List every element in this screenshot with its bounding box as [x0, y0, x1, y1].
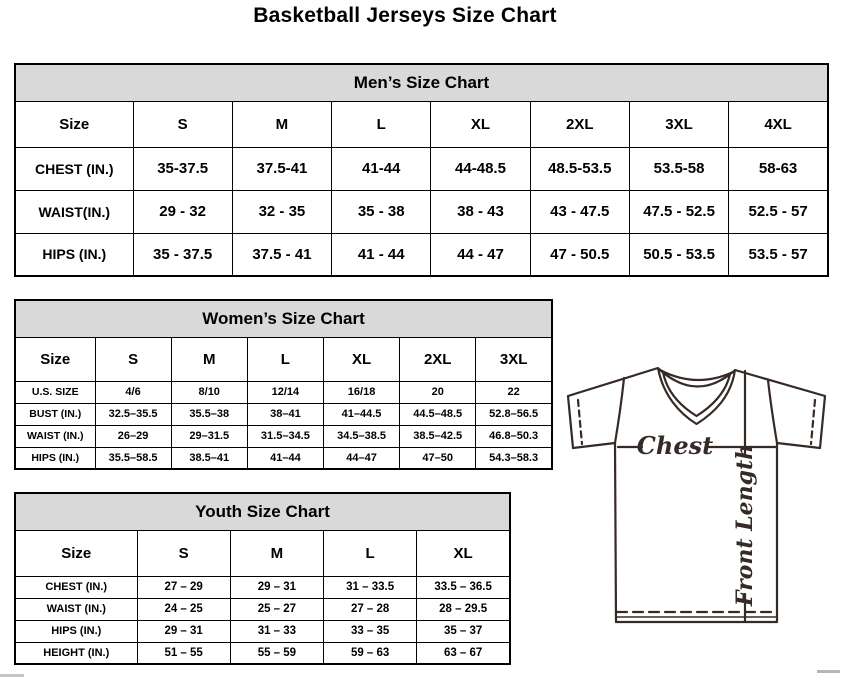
column-header: Size — [15, 101, 133, 147]
size-cell: 47–50 — [400, 447, 476, 469]
size-cell: 38–41 — [247, 403, 323, 425]
size-cell: 44 - 47 — [431, 233, 530, 276]
table-row — [15, 620, 510, 642]
size-cell: 27 – 28 — [324, 598, 417, 620]
row-label: HEIGHT (IN.) — [15, 642, 137, 664]
size-cell: 53.5-58 — [629, 147, 728, 190]
horizontal-scrollbar-fragment-left[interactable] — [0, 674, 24, 677]
size-cell: 25 – 27 — [230, 598, 323, 620]
chest-label: Chest — [636, 431, 714, 460]
size-cell: 50.5 - 53.5 — [629, 233, 728, 276]
row-label: HIPS (IN.) — [15, 233, 133, 276]
column-header: S — [137, 530, 230, 576]
column-header: M — [171, 337, 247, 381]
table-title: Men’s Size Chart — [15, 64, 828, 101]
womens-size-chart-table — [14, 299, 553, 470]
row-label: HIPS (IN.) — [15, 620, 137, 642]
table-title-row — [15, 300, 552, 337]
size-cell: 29 - 32 — [133, 190, 232, 233]
table-title-row — [15, 493, 510, 530]
size-cell: 32.5–35.5 — [95, 403, 171, 425]
row-label: WAIST (IN.) — [15, 598, 137, 620]
size-cell: 46.8–50.3 — [476, 425, 552, 447]
jersey-outline — [568, 368, 825, 622]
table-row — [15, 447, 552, 469]
size-cell: 48.5-53.5 — [530, 147, 629, 190]
size-cell: 41-44 — [332, 147, 431, 190]
table-title-row — [15, 64, 828, 101]
size-cell: 35-37.5 — [133, 147, 232, 190]
column-header: S — [95, 337, 171, 381]
size-cell: 38.5–42.5 — [400, 425, 476, 447]
size-cell: 33 – 35 — [324, 620, 417, 642]
size-cell: 58-63 — [729, 147, 828, 190]
size-cell: 52.8–56.5 — [476, 403, 552, 425]
size-cell: 28 – 29.5 — [417, 598, 510, 620]
table-row — [15, 598, 510, 620]
mens-size-chart-table — [14, 63, 829, 277]
table-row — [15, 642, 510, 664]
size-cell: 20 — [400, 381, 476, 403]
column-header: 4XL — [729, 101, 828, 147]
size-cell: 55 – 59 — [230, 642, 323, 664]
size-cell: 27 – 29 — [137, 576, 230, 598]
column-header: Size — [15, 530, 137, 576]
column-header: XL — [431, 101, 530, 147]
column-header: L — [324, 530, 417, 576]
size-cell: 29 – 31 — [137, 620, 230, 642]
size-cell: 29 – 31 — [230, 576, 323, 598]
row-label: CHEST (IN.) — [15, 576, 137, 598]
size-cell: 32 - 35 — [232, 190, 331, 233]
size-cell: 35 – 37 — [417, 620, 510, 642]
column-header: S — [133, 101, 232, 147]
column-header: 2XL — [530, 101, 629, 147]
column-header: XL — [323, 337, 399, 381]
row-label: WAIST (IN.) — [15, 425, 95, 447]
size-cell: 16/18 — [323, 381, 399, 403]
page-title: Basketball Jerseys Size Chart — [253, 4, 557, 27]
column-header: L — [247, 337, 323, 381]
table-row — [15, 425, 552, 447]
size-cell: 47.5 - 52.5 — [629, 190, 728, 233]
row-label: U.S. SIZE — [15, 381, 95, 403]
size-cell: 8/10 — [171, 381, 247, 403]
size-cell: 63 – 67 — [417, 642, 510, 664]
size-cell: 26–29 — [95, 425, 171, 447]
size-cell: 35.5–58.5 — [95, 447, 171, 469]
row-label: CHEST (IN.) — [15, 147, 133, 190]
column-header: 2XL — [400, 337, 476, 381]
column-header: 3XL — [629, 101, 728, 147]
column-header-row — [15, 530, 510, 576]
size-cell: 37.5 - 41 — [232, 233, 331, 276]
row-label: HIPS (IN.) — [15, 447, 95, 469]
youth-size-chart-table — [14, 492, 511, 665]
table-row — [15, 576, 510, 598]
table-title: Youth Size Chart — [15, 493, 510, 530]
size-cell: 43 - 47.5 — [530, 190, 629, 233]
size-cell: 35.5–38 — [171, 403, 247, 425]
table-title: Women’s Size Chart — [15, 300, 552, 337]
size-cell: 38.5–41 — [171, 447, 247, 469]
collar-rib-line — [659, 369, 734, 387]
size-cell: 41–44 — [247, 447, 323, 469]
column-header: XL — [417, 530, 510, 576]
size-cell: 51 – 55 — [137, 642, 230, 664]
jersey-measurement-diagram — [555, 355, 843, 679]
size-cell: 41 - 44 — [332, 233, 431, 276]
size-cell: 37.5-41 — [232, 147, 331, 190]
horizontal-scrollbar-fragment-right[interactable] — [817, 670, 840, 673]
size-cell: 4/6 — [95, 381, 171, 403]
table-row — [15, 190, 828, 233]
size-cell: 33.5 – 36.5 — [417, 576, 510, 598]
front-length-label: Front Length — [732, 443, 758, 607]
table-row — [15, 403, 552, 425]
size-cell: 53.5 - 57 — [729, 233, 828, 276]
column-header: Size — [15, 337, 95, 381]
size-cell: 44–47 — [323, 447, 399, 469]
size-cell: 22 — [476, 381, 552, 403]
size-cell: 34.5–38.5 — [323, 425, 399, 447]
table-row — [15, 233, 828, 276]
size-cell: 41–44.5 — [323, 403, 399, 425]
table-row — [15, 381, 552, 403]
column-header: L — [332, 101, 431, 147]
size-cell: 44-48.5 — [431, 147, 530, 190]
table-row — [15, 147, 828, 190]
size-cell: 31.5–34.5 — [247, 425, 323, 447]
size-cell: 35 - 38 — [332, 190, 431, 233]
size-cell: 35 - 37.5 — [133, 233, 232, 276]
size-cell: 31 – 33 — [230, 620, 323, 642]
size-cell: 29–31.5 — [171, 425, 247, 447]
column-header: M — [232, 101, 331, 147]
size-cell: 31 – 33.5 — [324, 576, 417, 598]
column-header: 3XL — [476, 337, 552, 381]
column-header-row — [15, 101, 828, 147]
row-label: BUST (IN.) — [15, 403, 95, 425]
size-cell: 47 - 50.5 — [530, 233, 629, 276]
size-cell: 38 - 43 — [431, 190, 530, 233]
size-cell: 54.3–58.3 — [476, 447, 552, 469]
size-cell: 24 – 25 — [137, 598, 230, 620]
size-cell: 44.5–48.5 — [400, 403, 476, 425]
column-header: M — [230, 530, 323, 576]
row-label: WAIST(IN.) — [15, 190, 133, 233]
size-cell: 12/14 — [247, 381, 323, 403]
size-cell: 59 – 63 — [324, 642, 417, 664]
column-header-row — [15, 337, 552, 381]
size-cell: 52.5 - 57 — [729, 190, 828, 233]
